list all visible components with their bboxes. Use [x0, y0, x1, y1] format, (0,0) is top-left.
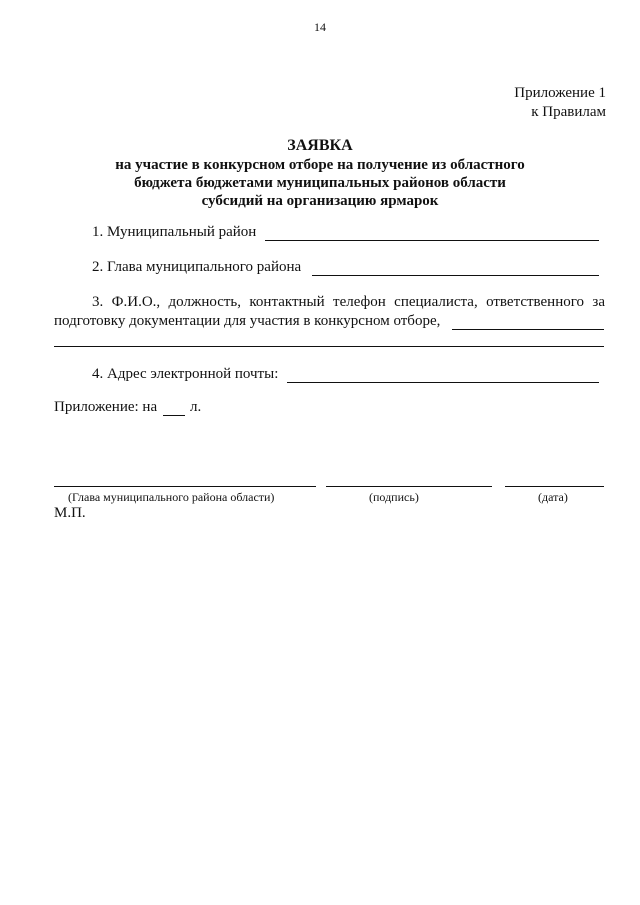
title-line-3: субсидий на организацию ярмарок: [201, 193, 439, 209]
field-line-municipal-district[interactable]: [265, 240, 599, 241]
appendix-line-1: Приложение 1: [514, 85, 606, 101]
field-label-specialist-line-1: 3. Ф.И.О., должность, контактный телефон специалиста, ответственного за: [92, 294, 605, 310]
attachment-pages-line[interactable]: [163, 415, 185, 416]
page-number: 14: [314, 20, 326, 34]
title-line-2: бюджета бюджетами муниципальных районов области: [134, 175, 506, 191]
stamp-placeholder: М.П.: [54, 505, 86, 521]
caption-signature: (подпись): [369, 490, 419, 504]
field-line-specialist-2[interactable]: [54, 346, 604, 347]
field-label-district-head: 2. Глава муниципального района: [92, 259, 302, 275]
title-main: ЗАЯВКА: [287, 137, 353, 154]
field-label-email: 4. Адрес электронной почты:: [92, 366, 279, 382]
field-label-municipal-district: 1. Муниципальный район: [92, 224, 257, 240]
signature-line-date[interactable]: [505, 486, 604, 487]
field-label-specialist-line-2: подготовку документации для участия в конкурсном отборе,: [54, 313, 441, 329]
field-line-email[interactable]: [287, 382, 599, 383]
title-line-1: на участие в конкурсном отборе на получение из областного: [115, 157, 525, 173]
signature-line-head[interactable]: [54, 486, 316, 487]
attachment-pages-unit: л.: [190, 399, 202, 415]
attachment-label: Приложение: на: [54, 399, 158, 415]
field-line-specialist-1[interactable]: [452, 329, 604, 330]
signature-line-sign[interactable]: [326, 486, 492, 487]
appendix-reference: [514, 84, 606, 122]
field-line-district-head[interactable]: [312, 275, 599, 276]
caption-district-head: (Глава муниципального района области): [68, 490, 275, 504]
caption-date: (дата): [538, 490, 568, 504]
appendix-line-2: к Правилам: [531, 104, 606, 120]
document-title: [0, 137, 640, 210]
